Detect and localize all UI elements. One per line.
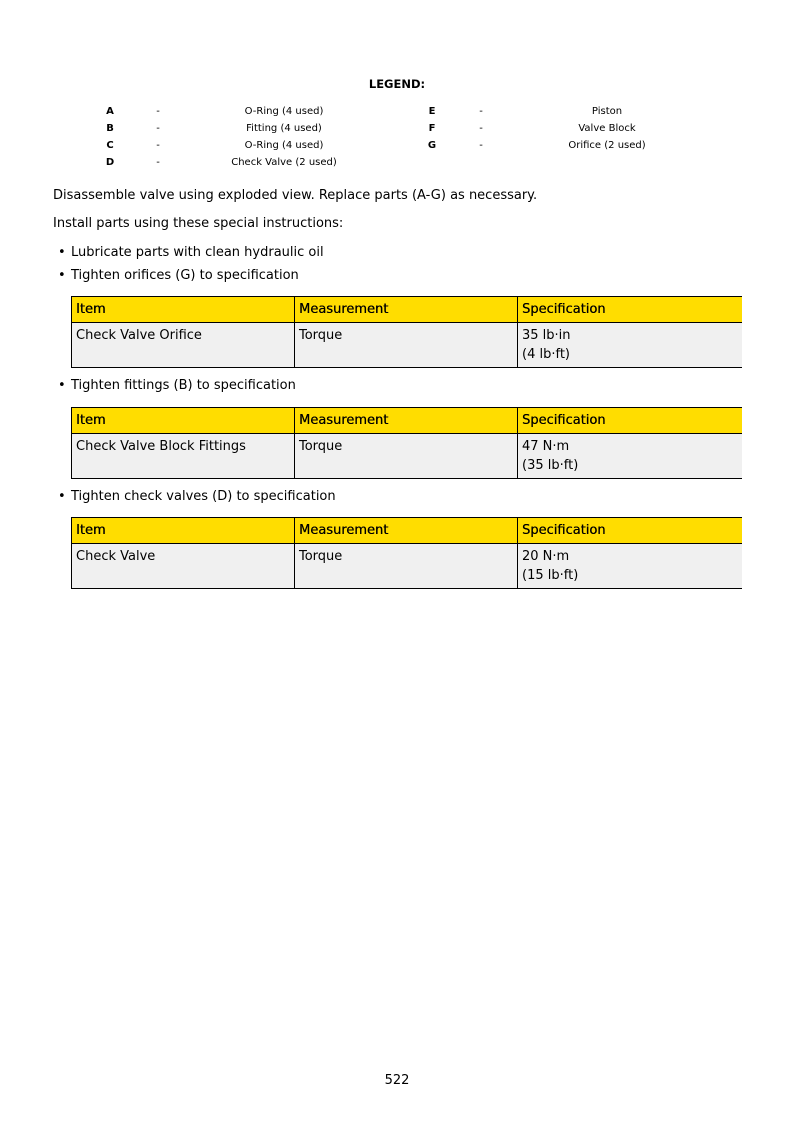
legend-value: O-Ring (4 used) bbox=[244, 140, 324, 151]
legend-value: Check Valve (2 used) bbox=[231, 157, 337, 168]
table-header-row bbox=[72, 297, 742, 323]
bullet-lubricate bbox=[58, 245, 324, 260]
legend-dash: - bbox=[479, 123, 483, 134]
legend-dash: - bbox=[156, 140, 160, 151]
legend-dash: - bbox=[479, 140, 483, 151]
legend-value: Valve Block bbox=[578, 123, 636, 134]
cell-specification bbox=[518, 434, 742, 479]
legend-dash: - bbox=[156, 157, 160, 168]
bullet-dot: • bbox=[58, 489, 66, 504]
bullet-text: Tighten orifices (G) to specification bbox=[71, 268, 299, 283]
cell-measurement: Torque bbox=[295, 434, 518, 479]
legend-dash: - bbox=[156, 106, 160, 117]
header-item: Item bbox=[72, 518, 295, 544]
bullet-dot: • bbox=[58, 378, 66, 393]
legend-key: G bbox=[427, 140, 437, 151]
cell-measurement: Torque bbox=[295, 323, 518, 368]
legend-key: C bbox=[106, 140, 114, 151]
legend-key: E bbox=[428, 106, 436, 117]
bullet-dot: • bbox=[58, 245, 66, 260]
legend-key: B bbox=[106, 123, 114, 134]
legend-row bbox=[0, 157, 794, 174]
bullet-text: Lubricate parts with clean hydraulic oil bbox=[71, 245, 324, 260]
spec-line: (15 lb·ft) bbox=[522, 568, 579, 583]
bullet-check-valves bbox=[58, 489, 336, 504]
legend-key: D bbox=[105, 157, 115, 168]
cell-specification bbox=[518, 544, 742, 589]
cell-item: Check Valve bbox=[72, 544, 295, 589]
bullet-dot: • bbox=[58, 268, 66, 283]
header-measurement: Measurement bbox=[295, 518, 518, 544]
legend-row bbox=[0, 140, 794, 157]
legend-row bbox=[0, 123, 794, 140]
spec-line: 20 N·m bbox=[522, 549, 570, 564]
table-row bbox=[72, 434, 742, 479]
bullet-text: Tighten check valves (D) to specification bbox=[71, 489, 336, 504]
legend-title: LEGEND: bbox=[368, 77, 426, 91]
header-measurement: Measurement bbox=[295, 408, 518, 434]
cell-item: Check Valve Block Fittings bbox=[72, 434, 295, 479]
header-measurement: Measurement bbox=[295, 297, 518, 323]
legend-row bbox=[0, 106, 794, 123]
legend bbox=[0, 106, 794, 174]
legend-value: O-Ring (4 used) bbox=[244, 106, 324, 117]
legend-key: A bbox=[106, 106, 114, 117]
fittings-spec-table bbox=[71, 407, 742, 479]
orifice-spec-table bbox=[71, 296, 742, 368]
install-paragraph: Install parts using these special instructions: bbox=[53, 216, 344, 231]
spec-line: (4 lb·ft) bbox=[522, 347, 570, 362]
disassemble-paragraph: Disassemble valve using exploded view. Replace parts (A-G) as necessary. bbox=[53, 188, 538, 203]
check-valve-spec-table bbox=[71, 517, 742, 589]
legend-dash: - bbox=[156, 123, 160, 134]
page-number: 522 bbox=[384, 1073, 410, 1088]
spec-line: 47 N·m bbox=[522, 439, 570, 454]
spec-line: 35 lb·in bbox=[522, 328, 571, 343]
legend-value: Orifice (2 used) bbox=[568, 140, 646, 151]
legend-value: Piston bbox=[591, 106, 623, 117]
bullet-fittings bbox=[58, 378, 296, 393]
legend-value: Fitting (4 used) bbox=[246, 123, 322, 134]
header-specification: Specification bbox=[518, 297, 742, 323]
header-specification: Specification bbox=[518, 408, 742, 434]
legend-key: F bbox=[428, 123, 436, 134]
table-row bbox=[72, 544, 742, 589]
table-header-row bbox=[72, 518, 742, 544]
header-item: Item bbox=[72, 297, 295, 323]
legend-dash: - bbox=[479, 106, 483, 117]
header-specification: Specification bbox=[518, 518, 742, 544]
bullet-orifices bbox=[58, 268, 299, 283]
cell-specification bbox=[518, 323, 742, 368]
bullet-text: Tighten fittings (B) to specification bbox=[71, 378, 296, 393]
table-row bbox=[72, 323, 742, 368]
cell-measurement: Torque bbox=[295, 544, 518, 589]
header-item: Item bbox=[72, 408, 295, 434]
table-header-row bbox=[72, 408, 742, 434]
spec-line: (35 lb·ft) bbox=[522, 458, 579, 473]
cell-item: Check Valve Orifice bbox=[72, 323, 295, 368]
